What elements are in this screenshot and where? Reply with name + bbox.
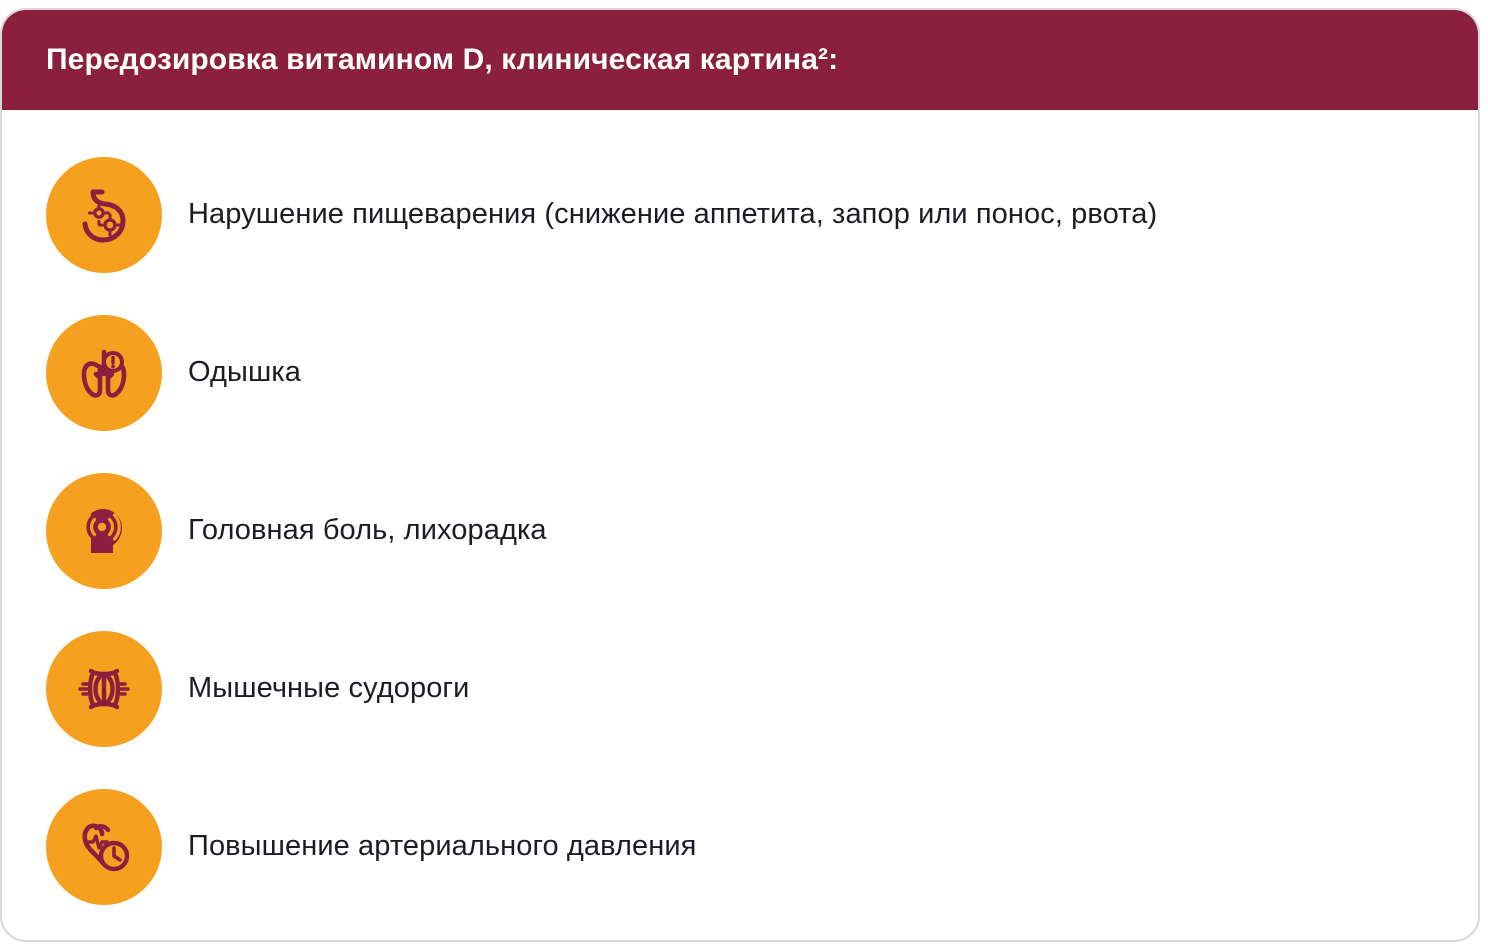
list-item xyxy=(46,294,1434,452)
symptom-list xyxy=(2,110,1478,942)
muscle-cramp-icon xyxy=(46,631,162,747)
card-header xyxy=(2,10,1478,110)
list-item-label: Повышение артериального давления xyxy=(188,830,697,863)
head-pain-icon xyxy=(46,473,162,589)
list-item-label: Одышка xyxy=(188,356,302,389)
list-item xyxy=(46,136,1434,294)
list-item-label: Мышечные судороги xyxy=(188,672,470,705)
list-item xyxy=(46,610,1434,768)
lungs-icon xyxy=(46,315,162,431)
page-title: Передозировка витамином D, клиническая картина²: xyxy=(46,43,839,76)
stomach-icon xyxy=(46,157,162,273)
list-item-label: Головная боль, лихорадка xyxy=(188,514,547,547)
list-item-label: Нарушение пищеварения (снижение аппетита, запор или понос, рвота) xyxy=(188,198,1158,231)
list-item xyxy=(46,452,1434,610)
list-item xyxy=(46,768,1434,926)
clinical-picture-card xyxy=(0,8,1480,942)
heart-pressure-icon xyxy=(46,789,162,905)
